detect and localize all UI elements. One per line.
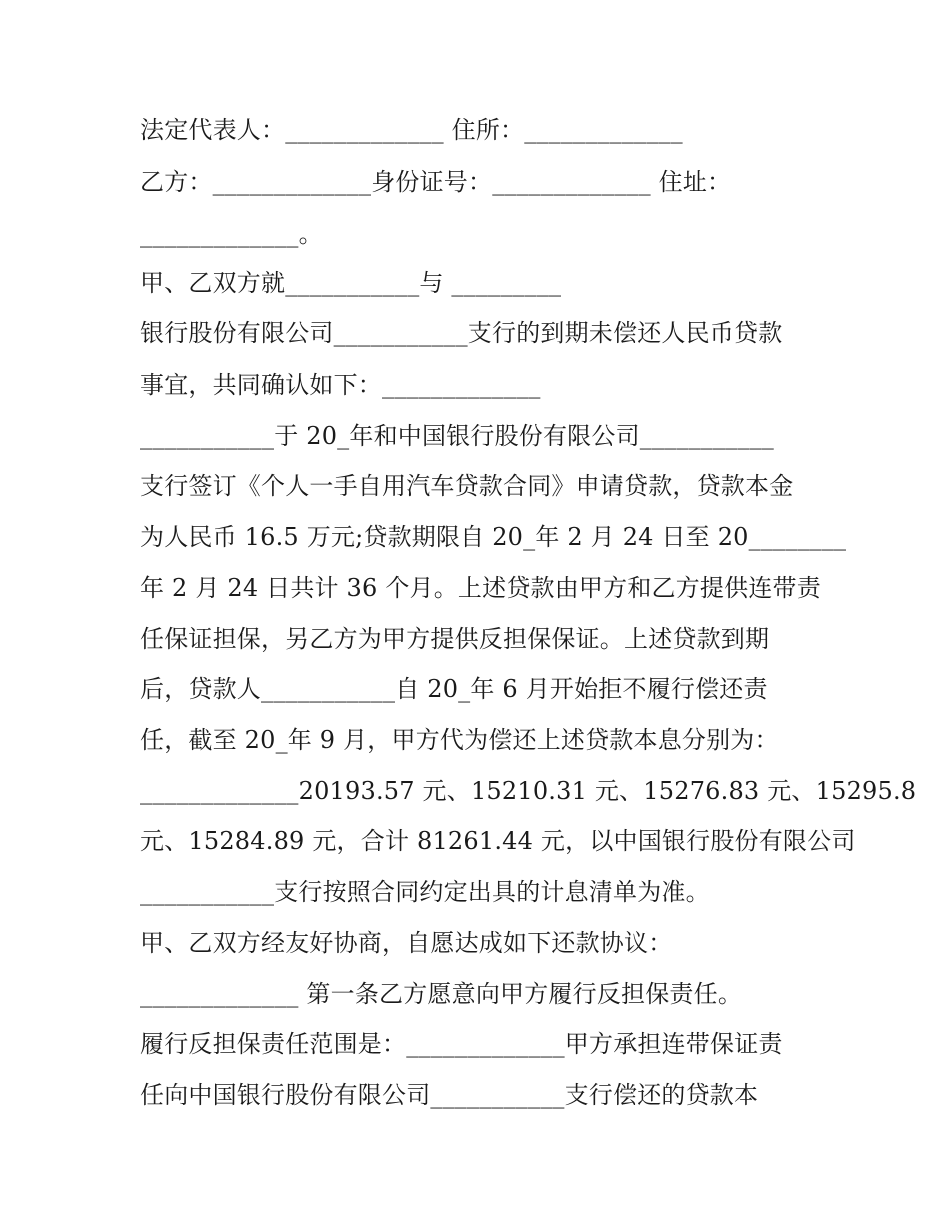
text-line: 任向中国银行股份有限公司___________支行偿还的贷款本 bbox=[140, 1081, 759, 1109]
text-line: ___________于 20_年和中国银行股份有限公司___________ bbox=[140, 422, 774, 450]
text-line: 甲、乙双方经友好协商，自愿达成如下还款协议： bbox=[140, 929, 673, 957]
text-line: _____________ 第一条乙方愿意向甲方履行反担保责任。 bbox=[140, 980, 743, 1008]
text-line: 支行签订《个人一手自用汽车贷款合同》申请贷款，贷款本金 bbox=[140, 472, 794, 500]
text-line: 履行反担保责任范围是：_____________甲方承担连带保证责 bbox=[140, 1030, 783, 1058]
text-line: 银行股份有限公司___________支行的到期未偿还人民币贷款 bbox=[140, 319, 783, 347]
text-line: _____________20193.57 元、15210.31 元、15276.83 元、15295.8 bbox=[140, 777, 917, 805]
text-line: 任，截至 20_年 9 月，甲方代为偿还上述贷款本息分别为： bbox=[140, 726, 779, 754]
text-line: 法定代表人：_____________ 住所：_____________ bbox=[140, 116, 683, 144]
text-line: 乙方：_____________身份证号：_____________ 住址： bbox=[140, 168, 732, 196]
text-line: 为人民币 16.5 万元;贷款期限自 20_年 2 月 24 日至 20________ bbox=[140, 523, 847, 551]
text-line: 任保证担保，另乙方为甲方提供反担保保证。上述贷款到期 bbox=[140, 625, 770, 653]
text-line: ___________支行按照合同约定出具的计息清单为准。 bbox=[140, 878, 710, 906]
text-line: _____________。 bbox=[140, 220, 323, 248]
text-line: 后，贷款人___________自 20_年 6 月开始拒不履行偿还责 bbox=[140, 675, 768, 703]
text-line: 事宜，共同确认如下：_____________ bbox=[140, 371, 541, 399]
text-line: 年 2 月 24 日共计 36 个月。上述贷款由甲方和乙方提供连带责 bbox=[140, 574, 821, 602]
text-line: 甲、乙双方就___________与 _________ bbox=[140, 269, 562, 297]
text-line: 元、15284.89 元，合计 81261.44 元，以中国银行股份有限公司 bbox=[140, 827, 856, 855]
